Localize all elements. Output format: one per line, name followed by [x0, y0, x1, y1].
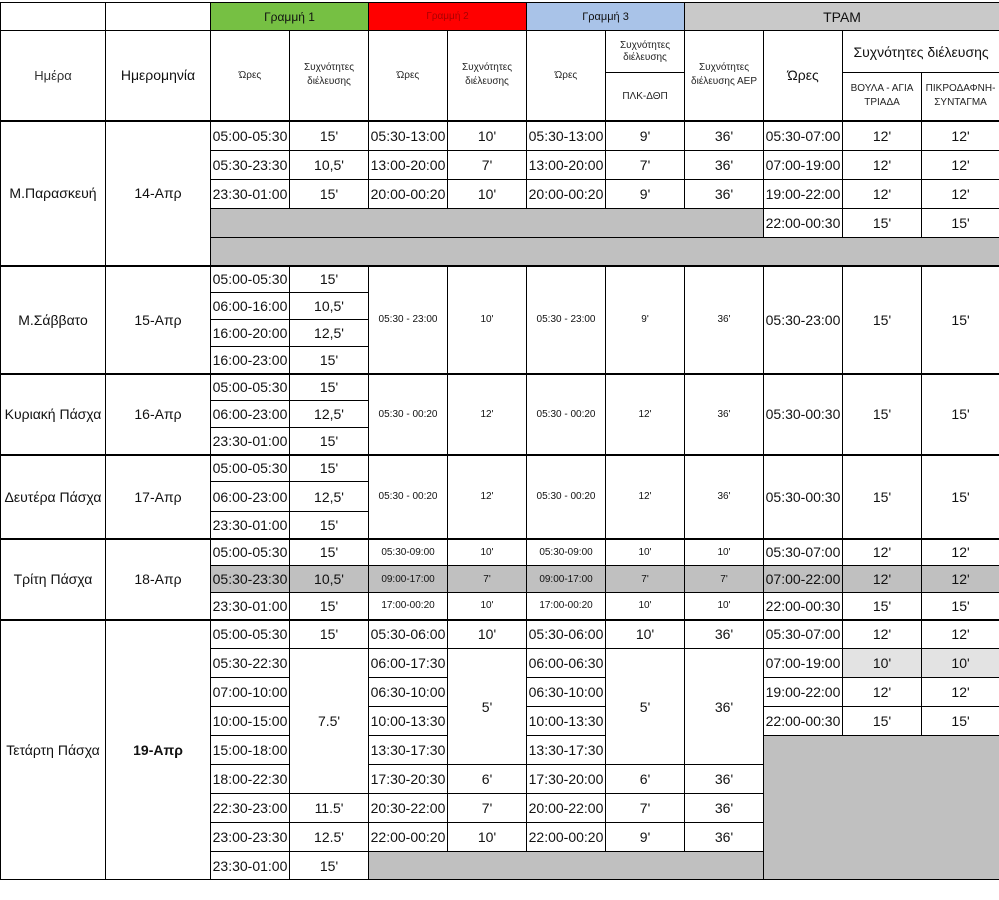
l2-hours: 05:30-09:00 — [369, 539, 448, 566]
l1-hours: 16:00-20:00 — [211, 320, 290, 347]
l1-freq: 10,5' — [290, 293, 369, 320]
l1-hours: 22:30-23:00 — [211, 794, 290, 823]
l1-freq: 15' — [290, 512, 369, 539]
l2-hours: 05:30-06:00 — [369, 620, 448, 649]
aer-freq: 36' — [685, 620, 764, 649]
l3-freq: 7' — [606, 151, 685, 180]
aer-freq: 36' — [685, 266, 764, 374]
voula-header: ΒΟΥΛΑ - ΑΓΙΑ ΤΡΙΑΔΑ — [843, 73, 922, 121]
plk-header: ΠΛΚ-ΔΘΠ — [606, 73, 685, 121]
tram-hours: 05:30-23:00 — [764, 266, 843, 374]
day-col-header: Ημέρα — [1, 31, 106, 121]
l2-freq: 10' — [448, 539, 527, 566]
l1-hours: 06:00-16:00 — [211, 293, 290, 320]
date-cell: 19-Απρ — [106, 620, 211, 880]
l1-hours: 05:30-23:30 — [211, 566, 290, 593]
l2-freq: 7' — [448, 566, 527, 593]
tram-voula-freq: 12' — [843, 180, 922, 209]
l2-hours: 05:30 - 00:20 — [369, 455, 448, 539]
tram-hours: 07:00-22:00 — [764, 566, 843, 593]
tram-hours: 05:30-07:00 — [764, 121, 843, 151]
day-cell: Μ.Σάββατο — [1, 266, 106, 374]
aer-freq: 36' — [685, 794, 764, 823]
l3-freq: 10' — [606, 593, 685, 620]
tram-hours-header: Ώρες — [764, 31, 843, 121]
l3-hours: 13:30-17:30 — [527, 736, 606, 765]
line2-header: Γραμμή 2 — [369, 3, 527, 31]
tram-pikrodafni-freq: 15' — [922, 593, 999, 620]
l3-freq: 9' — [606, 121, 685, 151]
aer-freq-header: Συχνότητες διέλευσης ΑΕΡ — [685, 31, 764, 121]
tram-voula-freq: 12' — [843, 566, 922, 593]
l1-freq: 15' — [290, 121, 369, 151]
aer-freq: 36' — [685, 649, 764, 765]
l2-freq: 7' — [448, 794, 527, 823]
l2-freq: 10' — [448, 266, 527, 374]
date-cell: 15-Απρ — [106, 266, 211, 374]
tram-hours: 22:00-00:30 — [764, 209, 843, 238]
day-cell: Μ.Παρασκευή — [1, 121, 106, 266]
tram-voula-freq: 12' — [843, 539, 922, 566]
l3-hours: 13:00-20:00 — [527, 151, 606, 180]
l1-hours: 23:30-01:00 — [211, 593, 290, 620]
l2-hours: 05:30-13:00 — [369, 121, 448, 151]
l2-hours: 22:00-00:20 — [369, 823, 448, 852]
l1-hours: 16:00-23:00 — [211, 347, 290, 374]
l3-freq: 10' — [606, 539, 685, 566]
tram-hours: 19:00-22:00 — [764, 678, 843, 707]
tram-pikrodafni-freq: 12' — [922, 180, 999, 209]
tram-hours: 05:30-00:30 — [764, 455, 843, 539]
l1-freq: 10,5' — [290, 151, 369, 180]
l2-freq: 10' — [448, 593, 527, 620]
l3-freq-header: Συχνότητες διέλευσης — [606, 31, 685, 73]
tram-pikrodafni-freq: 12' — [922, 121, 999, 151]
empty-gray-cell — [211, 209, 764, 238]
date-cell: 14-Απρ — [106, 121, 211, 266]
l2-hours: 13:30-17:30 — [369, 736, 448, 765]
l1-hours: 05:00-05:30 — [211, 620, 290, 649]
date-cell: 18-Απρ — [106, 539, 211, 620]
l1-hours: 05:30-22:30 — [211, 649, 290, 678]
l1-hours: 05:00-05:30 — [211, 539, 290, 566]
date-cell: 17-Απρ — [106, 455, 211, 539]
empty-gray-cell — [211, 238, 999, 266]
l1-freq: 10,5' — [290, 566, 369, 593]
tram-voula-freq: 12' — [843, 121, 922, 151]
tram-voula-freq: 15' — [843, 593, 922, 620]
l2-freq: 10' — [448, 620, 527, 649]
l1-hours: 23:30-01:00 — [211, 180, 290, 209]
l1-freq: 15' — [290, 266, 369, 293]
l3-hours: 05:30-09:00 — [527, 539, 606, 566]
l3-hours: 05:30 - 00:20 — [527, 374, 606, 455]
tram-hours: 07:00-19:00 — [764, 151, 843, 180]
l3-hours: 22:00-00:20 — [527, 823, 606, 852]
tram-pikrodafni-freq: 12' — [922, 620, 999, 649]
l1-freq: 12,5' — [290, 401, 369, 428]
l3-hours: 05:30 - 23:00 — [527, 266, 606, 374]
tram-freq-header: Συχνότητες διέλευσης — [843, 31, 999, 73]
tram-hours: 22:00-00:30 — [764, 707, 843, 736]
l3-hours: 17:30-20:00 — [527, 765, 606, 794]
tram-voula-freq: 15' — [843, 266, 922, 374]
date-col-header: Ημερομηνία — [106, 31, 211, 121]
l1-freq: 15' — [290, 347, 369, 374]
l3-freq: 5' — [606, 649, 685, 765]
l2-freq: 10' — [448, 180, 527, 209]
l1-freq: 12.5' — [290, 823, 369, 852]
tram-pikrodafni-freq: 12' — [922, 151, 999, 180]
l1-hours: 05:00-05:30 — [211, 266, 290, 293]
aer-freq: 36' — [685, 455, 764, 539]
aer-freq: 36' — [685, 823, 764, 852]
l1-hours: 06:00-23:00 — [211, 401, 290, 428]
tram-hours: 05:30-07:00 — [764, 539, 843, 566]
day-cell: Κυριακή Πάσχα — [1, 374, 106, 455]
l1-hours: 15:00-18:00 — [211, 736, 290, 765]
aer-freq: 36' — [685, 374, 764, 455]
l2-hours-header: Ώρες — [369, 31, 448, 121]
l1-freq: 15' — [290, 455, 369, 482]
l1-freq: 15' — [290, 620, 369, 649]
l2-freq: 12' — [448, 455, 527, 539]
l3-freq: 10' — [606, 620, 685, 649]
tram-pikrodafni-freq: 10' — [922, 649, 999, 678]
l3-hours: 06:00-06:30 — [527, 649, 606, 678]
l3-hours: 09:00-17:00 — [527, 566, 606, 593]
l3-freq: 9' — [606, 180, 685, 209]
l3-freq: 9' — [606, 823, 685, 852]
empty-gray-cell — [369, 852, 764, 880]
l2-hours: 05:30 - 23:00 — [369, 266, 448, 374]
day-cell: Τρίτη Πάσχα — [1, 539, 106, 620]
tram-hours: 07:00-19:00 — [764, 649, 843, 678]
l1-hours: 23:30-01:00 — [211, 512, 290, 539]
l3-hours: 05:30-06:00 — [527, 620, 606, 649]
l2-freq: 10' — [448, 121, 527, 151]
l1-freq: 15' — [290, 593, 369, 620]
l1-hours: 10:00-15:00 — [211, 707, 290, 736]
tram-voula-freq: 15' — [843, 455, 922, 539]
empty-gray-cell — [764, 736, 999, 880]
l3-freq: 7' — [606, 566, 685, 593]
l1-freq: 15' — [290, 539, 369, 566]
tram-pikrodafni-freq: 12' — [922, 678, 999, 707]
l3-freq: 12' — [606, 374, 685, 455]
l2-hours: 20:30-22:00 — [369, 794, 448, 823]
l2-hours: 06:30-10:00 — [369, 678, 448, 707]
l3-hours: 05:30 - 00:20 — [527, 455, 606, 539]
l3-freq: 7' — [606, 794, 685, 823]
l1-hours: 23:30-01:00 — [211, 852, 290, 880]
l2-freq: 10' — [448, 823, 527, 852]
l2-hours: 13:00-20:00 — [369, 151, 448, 180]
l1-hours: 05:00-05:30 — [211, 455, 290, 482]
corner-cell — [106, 3, 211, 31]
aer-freq: 10' — [685, 593, 764, 620]
tram-voula-freq: 15' — [843, 707, 922, 736]
l2-freq: 12' — [448, 374, 527, 455]
tram-header: ΤΡΑΜ — [685, 3, 999, 31]
tram-pikrodafni-freq: 15' — [922, 707, 999, 736]
l1-hours: 23:00-23:30 — [211, 823, 290, 852]
aer-freq: 36' — [685, 180, 764, 209]
l2-hours: 17:00-00:20 — [369, 593, 448, 620]
l1-freq: 15' — [290, 374, 369, 401]
l3-hours: 06:30-10:00 — [527, 678, 606, 707]
l3-freq: 6' — [606, 765, 685, 794]
aer-freq: 7' — [685, 566, 764, 593]
l1-hours: 05:30-23:30 — [211, 151, 290, 180]
l3-freq: 9' — [606, 266, 685, 374]
tram-pikrodafni-freq: 12' — [922, 539, 999, 566]
tram-voula-freq: 12' — [843, 620, 922, 649]
tram-pikrodafni-freq: 15' — [922, 374, 999, 455]
l2-hours: 06:00-17:30 — [369, 649, 448, 678]
l1-freq: 12,5' — [290, 320, 369, 347]
l1-freq-header: Συχνότητες διέλευσης — [290, 31, 369, 121]
tram-voula-freq: 15' — [843, 209, 922, 238]
l3-hours: 05:30-13:00 — [527, 121, 606, 151]
l2-freq: 5' — [448, 649, 527, 765]
tram-voula-freq: 10' — [843, 649, 922, 678]
l3-hours: 17:00-00:20 — [527, 593, 606, 620]
l2-hours: 05:30 - 00:20 — [369, 374, 448, 455]
l1-freq: 15' — [290, 180, 369, 209]
aer-freq: 36' — [685, 151, 764, 180]
l2-hours: 10:00-13:30 — [369, 707, 448, 736]
l1-hours: 23:30-01:00 — [211, 428, 290, 455]
tram-voula-freq: 12' — [843, 678, 922, 707]
l3-hours: 20:00-00:20 — [527, 180, 606, 209]
l2-freq: 7' — [448, 151, 527, 180]
tram-pikrodafni-freq: 15' — [922, 266, 999, 374]
tram-pikrodafni-freq: 15' — [922, 455, 999, 539]
tram-voula-freq: 15' — [843, 374, 922, 455]
l1-hours-header: Ώρες — [211, 31, 290, 121]
line3-header: Γραμμή 3 — [527, 3, 685, 31]
schedule-table — [0, 2, 999, 880]
aer-freq: 36' — [685, 765, 764, 794]
tram-voula-freq: 12' — [843, 151, 922, 180]
l1-hours: 05:00-05:30 — [211, 374, 290, 401]
pikrodafni-header: ΠΙΚΡΟΔΑΦΝΗ- ΣΥΝΤΑΓΜΑ — [922, 73, 999, 121]
l1-freq: 15' — [290, 428, 369, 455]
tram-hours: 05:30-00:30 — [764, 374, 843, 455]
l1-hours: 07:00-10:00 — [211, 678, 290, 707]
tram-hours: 19:00-22:00 — [764, 180, 843, 209]
aer-freq: 36' — [685, 121, 764, 151]
day-cell: Τετάρτη Πάσχα — [1, 620, 106, 880]
corner-cell — [1, 3, 106, 31]
l1-hours: 05:00-05:30 — [211, 121, 290, 151]
l2-hours: 17:30-20:30 — [369, 765, 448, 794]
l2-freq: 6' — [448, 765, 527, 794]
l3-hours-header: Ώρες — [527, 31, 606, 121]
l1-freq: 12,5' — [290, 482, 369, 512]
l1-hours: 06:00-23:00 — [211, 482, 290, 512]
l3-freq: 12' — [606, 455, 685, 539]
l1-freq: 15' — [290, 852, 369, 880]
l1-freq: 7.5' — [290, 649, 369, 794]
l2-hours: 09:00-17:00 — [369, 566, 448, 593]
l3-hours: 10:00-13:30 — [527, 707, 606, 736]
tram-pikrodafni-freq: 12' — [922, 566, 999, 593]
date-cell: 16-Απρ — [106, 374, 211, 455]
l1-hours: 18:00-22:30 — [211, 765, 290, 794]
l3-hours: 20:00-22:00 — [527, 794, 606, 823]
l2-freq-header: Συχνότητες διέλευσης — [448, 31, 527, 121]
tram-hours: 22:00-00:30 — [764, 593, 843, 620]
day-cell: Δευτέρα Πάσχα — [1, 455, 106, 539]
aer-freq: 10' — [685, 539, 764, 566]
tram-hours: 05:30-07:00 — [764, 620, 843, 649]
line1-header: Γραμμή 1 — [211, 3, 369, 31]
l2-hours: 20:00-00:20 — [369, 180, 448, 209]
l1-freq: 11.5' — [290, 794, 369, 823]
tram-pikrodafni-freq: 15' — [922, 209, 999, 238]
